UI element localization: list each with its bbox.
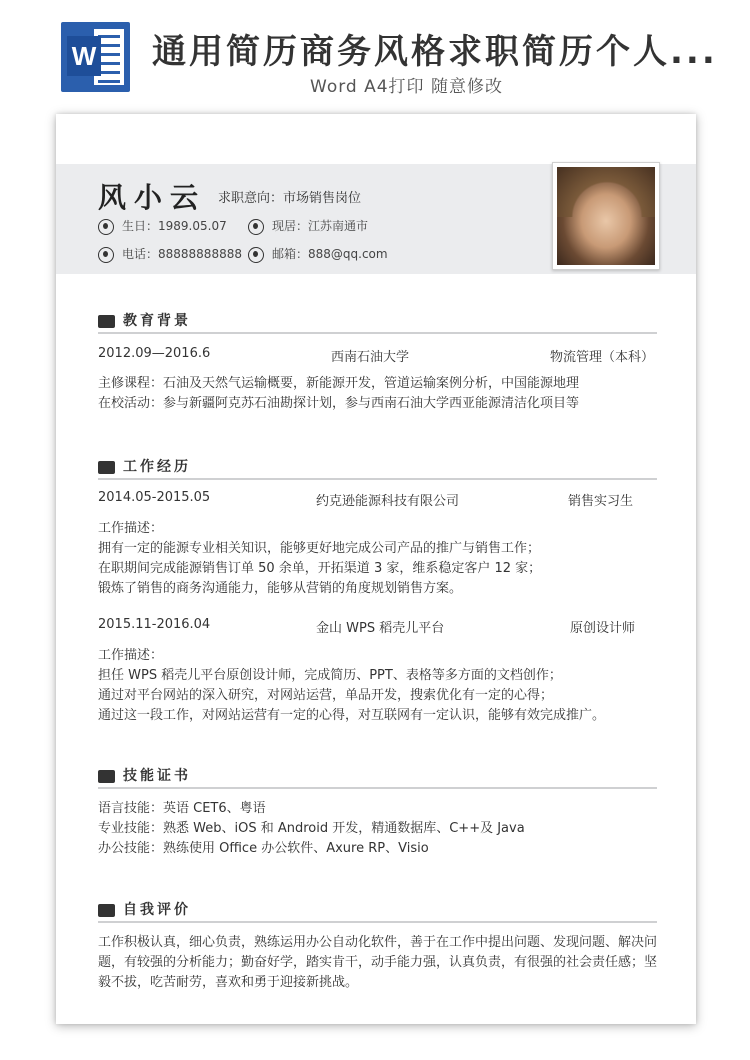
job-description xyxy=(98,519,658,599)
phone-text: 电话：88888888888 xyxy=(122,247,242,261)
self-line: 毅不拔，吃苦耐劳，喜欢和勇于迎接新挑战。 xyxy=(98,975,359,990)
section-divider xyxy=(98,478,657,480)
job-line: 在职期间完成能源销售订单 50 余单，开拓渠道 3 家，维系稳定客户 12 家； xyxy=(98,561,542,576)
education-major: 物流管理（本科） xyxy=(550,350,655,365)
job-role: 原创设计师 xyxy=(570,621,636,636)
mail-icon xyxy=(248,247,264,263)
section-education: 教育背景 xyxy=(98,310,191,330)
job-company: 金山 WPS 稻壳儿平台 xyxy=(316,621,445,636)
graduation-cap-icon xyxy=(98,315,115,328)
briefcase-icon xyxy=(98,461,115,474)
phone-info xyxy=(98,245,242,263)
job-description xyxy=(98,646,658,726)
education-school: 西南石油大学 xyxy=(331,350,410,365)
skill-line: 专业技能：熟悉 Web、iOS 和 Android 开发，精通数据库、C++及 Java xyxy=(98,821,525,836)
section-self-evaluation: 自我评价 xyxy=(98,899,191,919)
job-company: 约克逊能源科技有限公司 xyxy=(316,494,460,509)
document-subtitle: Word A4打印 随意修改 xyxy=(310,77,503,97)
job-period: 2015.11-2016.04 xyxy=(98,617,211,632)
skill-line: 办公技能：熟练使用 Office 办公软件、Axure RP、Visio xyxy=(98,841,429,856)
self-line: 题，有较强的分析能力；勤奋好学，踏实肯干，动手能力强，认真负责，有很强的社会责任感；坚 xyxy=(98,955,658,970)
section-divider xyxy=(98,787,657,789)
email-info xyxy=(248,245,388,263)
gear-icon xyxy=(98,770,115,783)
document-header xyxy=(0,0,750,105)
job-period: 2014.05-2015.05 xyxy=(98,490,211,505)
skill-line: 语言技能：英语 CET6、粤语 xyxy=(98,801,266,816)
word-icon-letter: W xyxy=(67,36,101,76)
word-document-icon xyxy=(61,22,130,92)
self-evaluation-text xyxy=(98,933,658,993)
self-line: 工作积极认真，细心负责，熟练运用办公自动化软件，善于在工作中提出问题、发现问题、解决问 xyxy=(98,935,658,950)
section-skills: 技能证书 xyxy=(98,765,191,785)
profile-photo xyxy=(552,162,660,270)
section-work: 工作经历 xyxy=(98,456,191,476)
birth-info xyxy=(98,217,227,235)
applicant-name: 风小云 xyxy=(98,181,207,214)
education-line: 在校活动：参与新疆阿克苏石油勘探计划，参与西南石油大学西亚能源清洁化项目等 xyxy=(98,396,580,411)
birth-text: 生日：1989.05.07 xyxy=(122,219,227,233)
job-role: 销售实习生 xyxy=(568,494,634,509)
job-line: 拥有一定的能源专业相关知识，能够更好地完成公司产品的推广与销售工作； xyxy=(98,541,541,556)
section-divider xyxy=(98,921,657,923)
section-divider xyxy=(98,332,657,334)
location-info xyxy=(248,217,368,235)
document-title: 通用简历商务风格求职简历个人... xyxy=(152,32,718,72)
education-details xyxy=(98,374,658,414)
location-text: 现居：江苏南通市 xyxy=(272,219,369,233)
resume-page xyxy=(56,114,696,1024)
phone-icon xyxy=(98,247,114,263)
job-line: 通过这一段工作，对网站运营有一定的心得，对互联网有一定认识，能够有效完成推广。 xyxy=(98,708,606,723)
job-line: 工作描述： xyxy=(98,648,164,663)
job-line: 担任 WPS 稻壳儿平台原创设计师，完成简历、PPT、表格等多方面的文档创作； xyxy=(98,668,562,683)
email-text: 邮箱：888@qq.com xyxy=(272,247,388,261)
skills-details xyxy=(98,799,658,859)
job-line: 通过对平台网站的深入研究，对网站运营，单品开发，搜索优化有一定的心得； xyxy=(98,688,554,703)
education-line: 主修课程：石油及天然气运输概要，新能源开发，管道运输案例分析，中国能源地理 xyxy=(98,376,580,391)
education-period: 2012.09—2016.6 xyxy=(98,346,211,361)
job-line: 锻炼了销售的商务沟通能力，能够从营销的角度规划销售方案。 xyxy=(98,581,463,596)
user-icon xyxy=(98,904,115,917)
job-intent: 求职意向：市场销售岗位 xyxy=(218,191,362,206)
location-icon xyxy=(248,219,264,235)
job-line: 工作描述： xyxy=(98,521,164,536)
person-icon xyxy=(98,219,114,235)
